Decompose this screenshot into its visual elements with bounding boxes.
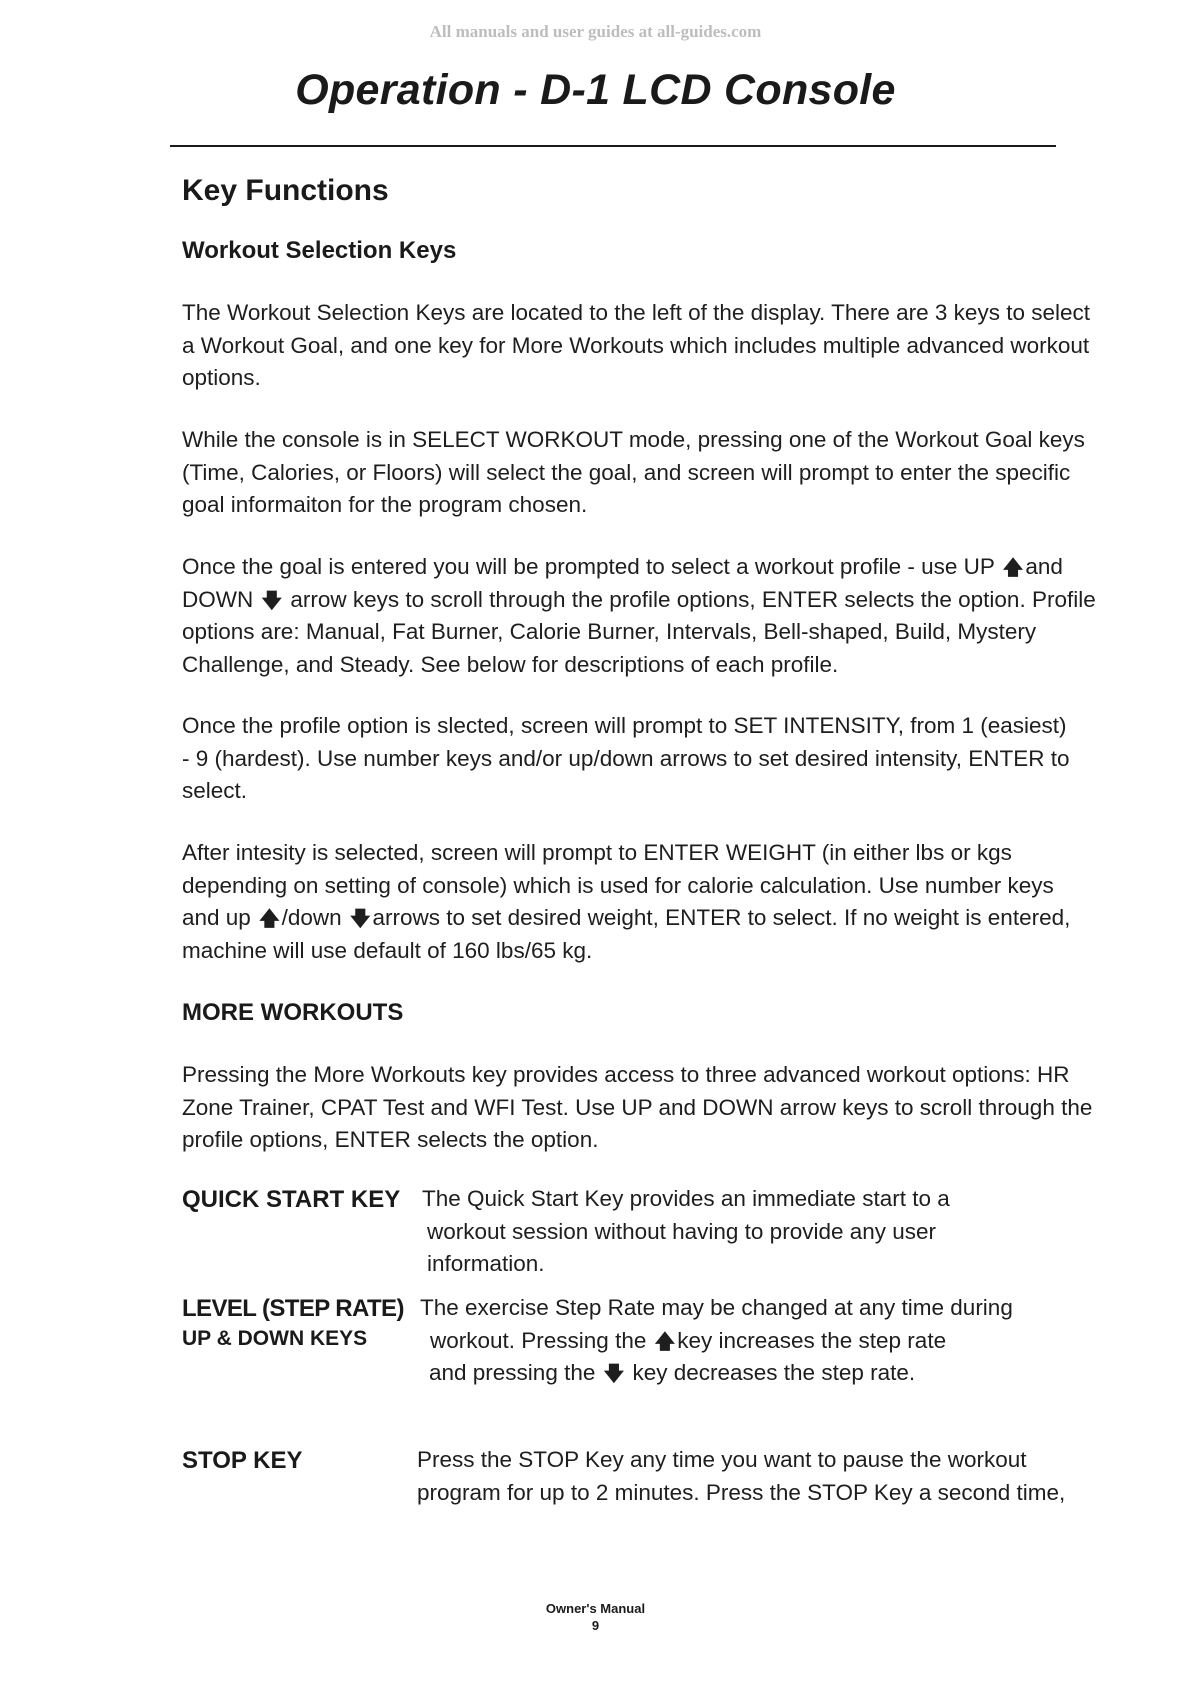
stop-key-description xyxy=(417,1444,1065,1509)
text-line: The exercise Step Rate may be changed at any time during xyxy=(420,1295,1013,1320)
text-line xyxy=(420,1325,1013,1358)
paragraph-enter-weight xyxy=(182,837,1071,967)
text-line: program for up to 2 minutes. Press the STOP Key a second time, xyxy=(417,1479,1066,1505)
paragraph-more-workouts xyxy=(182,1059,1093,1157)
quick-start-key-description xyxy=(422,1183,950,1281)
up-arrow-icon: 🡅 xyxy=(654,1328,676,1353)
paragraph-set-intensity xyxy=(182,710,1070,808)
text-fragment: /down xyxy=(281,905,342,930)
text-line: Press the STOP Key any time you want to pause the workout xyxy=(417,1447,1027,1472)
quick-start-key-label: QUICK START KEY xyxy=(182,1186,401,1213)
stop-key-label: STOP KEY xyxy=(182,1447,303,1474)
text-line: While the console is in SELECT WORKOUT mode, pressing one of the Workout Goal keys xyxy=(182,427,1085,452)
section-heading-key-functions: Key Functions xyxy=(182,174,389,207)
text-fragment: key increases the step rate xyxy=(677,1327,947,1353)
text-line: a Workout Goal, and one key for More Workouts which includes multiple advanced workout xyxy=(182,332,1090,358)
down-arrow-icon: 🡇 xyxy=(349,906,371,930)
text-fragment: Once the goal is entered you will be prompted to select a workout profile - use UP xyxy=(182,554,995,579)
text-fragment: and up xyxy=(182,905,251,930)
text-fragment: and pressing the xyxy=(429,1360,596,1385)
text-fragment: and xyxy=(1025,554,1063,579)
text-line: After intesity is selected, screen will prompt to ENTER WEIGHT (in either lbs or kgs xyxy=(182,840,1012,865)
text-line: Zone Trainer, CPAT Test and WFI Test. Use UP and DOWN arrow keys to scroll through the xyxy=(182,1094,1093,1120)
text-line: workout session without having to provide any user xyxy=(427,1218,937,1244)
text-line xyxy=(182,551,1062,584)
text-line: profile options, ENTER selects the option. xyxy=(182,1127,599,1152)
text-fragment: workout. Pressing the xyxy=(430,1327,647,1353)
page-title: Operation - D-1 LCD Console xyxy=(295,66,896,114)
up-arrow-icon: 🡅 xyxy=(259,906,280,930)
title-divider xyxy=(170,145,1056,147)
paragraph-workout-profile xyxy=(182,551,1096,681)
text-fragment: arrow keys to scroll through the profile options, ENTER selects the option. Profile xyxy=(290,586,1096,612)
text-fragment: key decreases the step rate. xyxy=(632,1360,916,1385)
text-line: The Quick Start Key provides an immediate start to a xyxy=(422,1186,950,1211)
footer-manual-label: Owner's Manual xyxy=(545,1601,646,1616)
text-line: Challenge, and Steady. See below for descriptions of each profile. xyxy=(182,651,839,677)
text-line: machine will use default of 160 lbs/65 kg. xyxy=(182,937,593,963)
text-line: Once the profile option is slected, screen will prompt to SET INTENSITY, from 1 (easiest) xyxy=(182,713,1067,738)
text-line: select. xyxy=(182,778,248,803)
text-line: depending on setting of console) which is used for calorie calculation. Use number keys xyxy=(182,872,1054,898)
text-line xyxy=(182,584,1096,617)
subheading-workout-selection-keys: Workout Selection Keys xyxy=(182,237,457,264)
text-line: Pressing the More Workouts key provides access to three advanced workout options: HR xyxy=(182,1062,1070,1087)
text-line: (Time, Calories, or Floors) will select the goal, and screen will prompt to enter the specific xyxy=(182,459,1071,485)
text-line: goal informaiton for the program chosen. xyxy=(182,492,588,517)
text-fragment: DOWN xyxy=(182,586,254,612)
text-line xyxy=(182,902,1071,935)
level-step-rate-label: LEVEL (STEP RATE) xyxy=(182,1295,404,1322)
down-arrow-icon: 🡇 xyxy=(603,1361,625,1385)
page-footer xyxy=(0,1600,1191,1634)
text-line: - 9 (hardest). Use number keys and/or up/down arrows to set desired intensity, ENTER to xyxy=(182,745,1070,771)
page-number: 9 xyxy=(591,1618,600,1633)
paragraph-workout-selection-intro xyxy=(182,297,1090,395)
watermark: All manuals and user guides at all-guides.com xyxy=(429,22,762,41)
paragraph-select-workout-mode xyxy=(182,424,1085,522)
text-line: information. xyxy=(427,1251,545,1276)
text-line xyxy=(420,1357,1013,1390)
text-line: options are: Manual, Fat Burner, Calorie Burner, Intervals, Bell-shaped, Build, Mystery xyxy=(182,619,1037,644)
subheading-more-workouts: MORE WORKOUTS xyxy=(182,999,404,1026)
down-arrow-icon: 🡇 xyxy=(261,587,283,612)
text-line: options. xyxy=(182,365,261,390)
level-keys-description xyxy=(420,1292,1013,1390)
text-fragment: arrows to set desired weight, ENTER to select. If no weight is entered, xyxy=(372,905,1071,930)
up-arrow-icon: 🡅 xyxy=(1002,555,1024,579)
up-down-keys-label: UP & DOWN KEYS xyxy=(182,1327,368,1350)
text-line: The Workout Selection Keys are located to the left of the display. There are 3 keys to select xyxy=(182,300,1090,325)
